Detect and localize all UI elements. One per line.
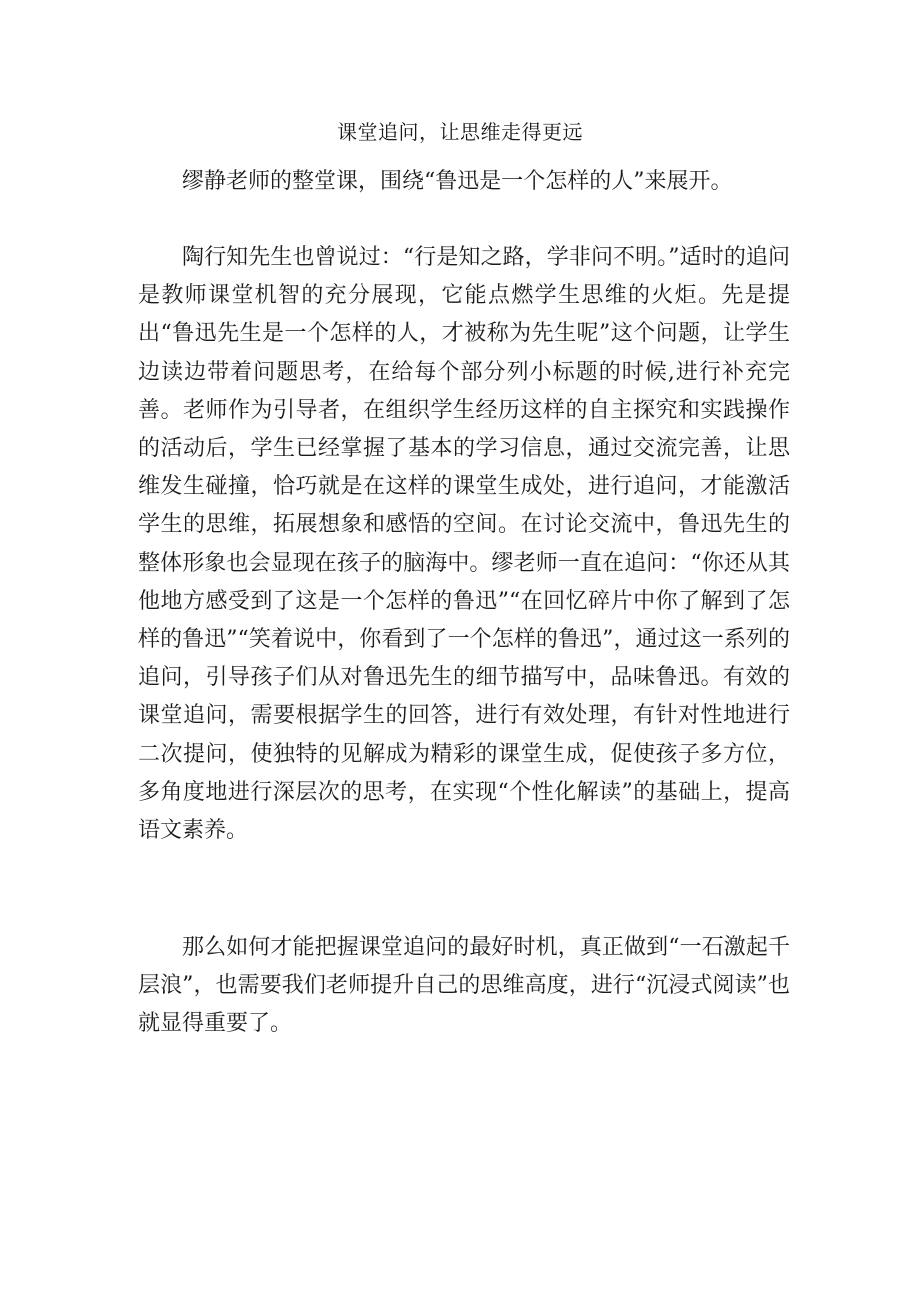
paragraph-intro: 缪静老师的整堂课，围绕“鲁迅是一个怎样的人”来展开。	[182, 169, 733, 194]
paragraph-body: 陶行知先生也曾说过：“行是知之路，学非问不明。”适时的追问是教师课堂机智的充分展现，它能点燃学生思维的火炬。先是提出“鲁迅先生是一个怎样的人，才被称为先生呢”这个问题，让学生边读边带着问题思考，在给每个部分列小标题的时候,进行补充完善。老师作为引导者，在组织学生经历这样的自主探究和实践操作的活动后，学生已经掌握了基本的学习信息，通过交流完善，让思维发生碰撞，恰巧就是在这样的课堂生成处，进行追问，才能激活学生的思维，拓展想象和感悟的空间。在讨论交流中，鲁迅先生的整体形象也会显现在孩子的脑海中。缪老师一直在追问：“你还从其他地方感受到了这是一个怎样的鲁迅”“在回忆碎片中你了解到了怎样的鲁迅”“笑着说中，你看到了一个怎样的鲁迅”，通过这一系列的追问，引导孩子们从对鲁迅先生的细节描写中，品味鲁迅。有效的课堂追问，需要根据学生的回答，进行有效处理，有针对性地进行二次提问，使独特的见解成为精彩的课堂生成，促使孩子多方位，多角度地进行深层次的思考，在实现“个性化解读”的基础上，提高语文素养。	[138, 245, 790, 844]
paragraph-conclusion: 那么如何才能把握课堂追问的最好时机，真正做到“一石激起千层浪”，也需要我们老师提升自己的思维高度，进行“沉浸式阅读”也就显得重要了。	[138, 935, 790, 1037]
document-title: 课堂追问，让思维走得更远	[337, 120, 583, 144]
